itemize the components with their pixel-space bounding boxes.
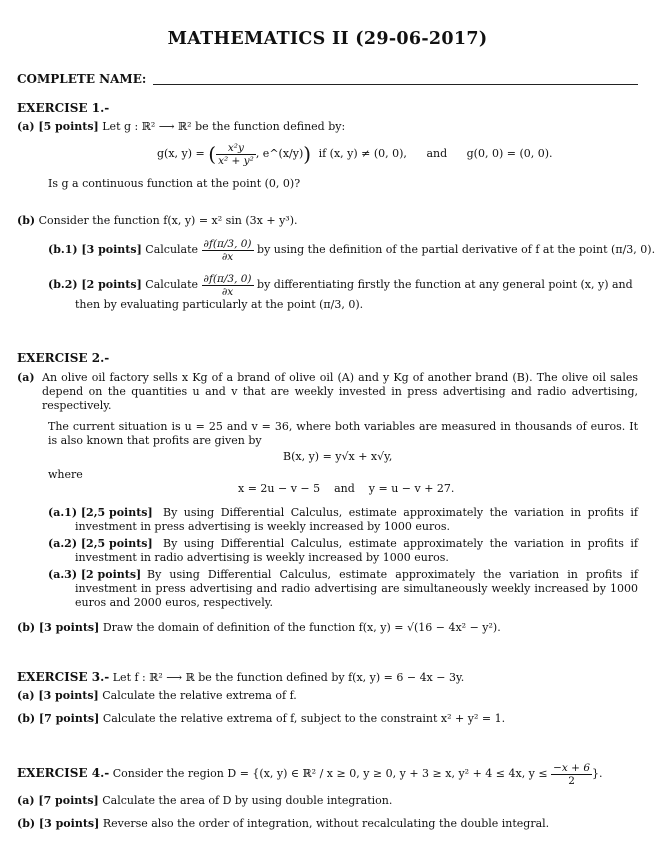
ex3-a-label: (a) [3 points] — [17, 689, 99, 702]
ex1-b2-line — [48, 271, 633, 299]
ex2-a1-text: By using Differential Calculus, estimate approximately the variation in profits if investment in press advertising is weekly increased by 1000 euros. — [75, 506, 638, 534]
ex1-b1-num: ∂f(π/3, 0) — [203, 237, 252, 250]
ex1-b2-den: ∂x — [221, 285, 234, 298]
ex2-a1-label: (a.1) [2,5 points] — [48, 506, 153, 519]
ex4-fraction — [551, 762, 592, 787]
ex2-a-text: An olive oil factory sells x Kg of a brand of olive oil (A) and y Kg of another brand (B). The olive oil sales depend on the quantities u and v that are weekly invested in press advertising and radio advertising, respectively. — [42, 371, 638, 413]
ex4-intro-end: }. — [592, 767, 603, 780]
ex1-b-text: Consider the function f(x, y) = x² sin (3x + y³). — [38, 214, 298, 227]
exercise1-heading: EXERCISE 1.- — [17, 101, 110, 115]
page-title: MATHEMATICS II (29-06-2017) — [167, 29, 488, 49]
ex1-b2-cont: then by evaluating particularly at the point (π/3, 0). — [75, 298, 364, 311]
complete-name-label: COMPLETE NAME: — [17, 72, 147, 86]
ex1-a-and: and — [426, 147, 448, 160]
ex1-a-func-lhs: g(x, y) = — [157, 147, 205, 160]
ex1-a-func-rest: , e^(x/y) — [255, 147, 304, 160]
ex1-a-text: Let g : ℝ² ⟶ ℝ² be the function defined by: — [102, 120, 346, 133]
ex1-b1-fraction — [202, 238, 254, 263]
ex1-a-question: Is g a continuous function at the point (0, 0)? — [48, 177, 301, 190]
ex1-b-line — [17, 214, 298, 228]
ex1-a-origin: g(0, 0) = (0, 0). — [466, 147, 553, 160]
ex1-b2-post: by differentiating firstly the function at any general point (x, y) and — [257, 278, 633, 291]
ex4-b-text: Reverse also the order of integration, without recalculating the double integral. — [102, 817, 550, 830]
ex1-b1-label: (b.1) [3 points] — [48, 243, 142, 256]
ex1-b1-line — [48, 236, 655, 264]
ex1-a-formula: g(x, y) = ( $\frac{\text{x²y}}{\text{x² + y²}}$ , e^(x/y)) if (x, y) ≠ (0, 0), and g(0, 0) = (0, 0). — [157, 141, 553, 167]
ex4-frac-num: −x + 6 — [553, 761, 590, 774]
ex1-b1-pre: Calculate — [145, 243, 199, 256]
ex2-a3-label: (a.3) [2 points] — [48, 568, 142, 581]
exercise3-heading: EXERCISE 3.- — [17, 670, 110, 684]
ex3-b-label: (b) [7 points] — [17, 712, 100, 725]
ex4-intro: Consider the region D = {(x, y) ∈ ℝ² / x ≥ 0, y ≥ 0, y + 3 ≥ x, y² + 4 ≤ 4x, y ≤ — [112, 767, 548, 780]
ex2-a2-text: By using Differential Calculus, estimate approximately the variation in profits if investment in radio advertising is weekly increased by 1000 euros. — [75, 537, 638, 565]
ex2-b-label: (b) [3 points] — [17, 621, 100, 634]
ex1-b1-den: ∂x — [221, 250, 234, 263]
name-line[interactable] — [153, 84, 638, 85]
ex2-b-text: Draw the domain of definition of the function f(x, y) = √(16 − 4x² − y²). — [102, 621, 501, 634]
ex3-a-line — [17, 689, 297, 703]
ex3-a-text: Calculate the relative extrema of f. — [102, 689, 297, 702]
ex4-a-label: (a) [7 points] — [17, 794, 99, 807]
ex4-a-line — [17, 794, 392, 808]
ex2-profit-formula: B(x, y) = y√x + x√y, — [283, 450, 393, 463]
ex1-a-cond: if (x, y) ≠ (0, 0), — [318, 147, 407, 160]
ex3-intro-line — [17, 670, 464, 685]
ex4-intro-line — [17, 758, 603, 789]
ex3-intro: Let f : ℝ² ⟶ ℝ be the function defined by f(x, y) = 6 − 4x − 3y. — [112, 671, 465, 684]
ex1-b2-pre: Calculate — [145, 278, 199, 291]
ex1-a-line — [17, 120, 345, 134]
ex1-b2-fraction — [202, 273, 254, 298]
ex1-a-frac-num: x²y — [216, 142, 256, 155]
ex2-a-label: (a) — [17, 371, 35, 384]
ex1-b-label: (b) — [17, 214, 36, 227]
ex4-a-text: Calculate the area of D by using double integration. — [102, 794, 393, 807]
ex1-b2-num: ∂f(π/3, 0) — [203, 272, 252, 285]
ex1-a-frac-den: x² + y² — [218, 154, 254, 167]
ex2-relations: x = 2u − v − 5 and y = u − v + 27. — [238, 482, 455, 495]
ex3-b-text: Calculate the relative extrema of f, subject to the constraint x² + y² = 1. — [102, 712, 506, 725]
ex4-frac-den: 2 — [568, 774, 575, 787]
ex2-where: where — [48, 468, 83, 481]
ex2-situation: The current situation is u = 25 and v = 36, where both variables are measured in thousands of euros. It is also known that profits are given by — [48, 420, 638, 448]
ex3-b-line — [17, 712, 505, 726]
ex1-a-fraction — [216, 142, 256, 167]
exercise4-heading: EXERCISE 4.- — [17, 766, 110, 780]
exercise2-heading: EXERCISE 2.- — [17, 351, 110, 365]
ex4-b-label: (b) [3 points] — [17, 817, 100, 830]
ex2-a3-text: By using Differential Calculus, estimate approximately the variation in profits if investment in press advertising and radio advertising are simultaneously weekly increased by 1000 euros and 2000 euros, respectively. — [75, 568, 638, 610]
ex2-a2-label: (a.2) [2,5 points] — [48, 537, 153, 550]
ex1-b2-label: (b.2) [2 points] — [48, 278, 142, 291]
ex1-b1-post: by using the definition of the partial derivative of f at the point (π/3, 0). — [257, 243, 655, 256]
ex4-b-line — [17, 817, 549, 831]
ex1-a-label: (a) [5 points] — [17, 120, 99, 133]
ex2-b-line — [17, 621, 501, 635]
